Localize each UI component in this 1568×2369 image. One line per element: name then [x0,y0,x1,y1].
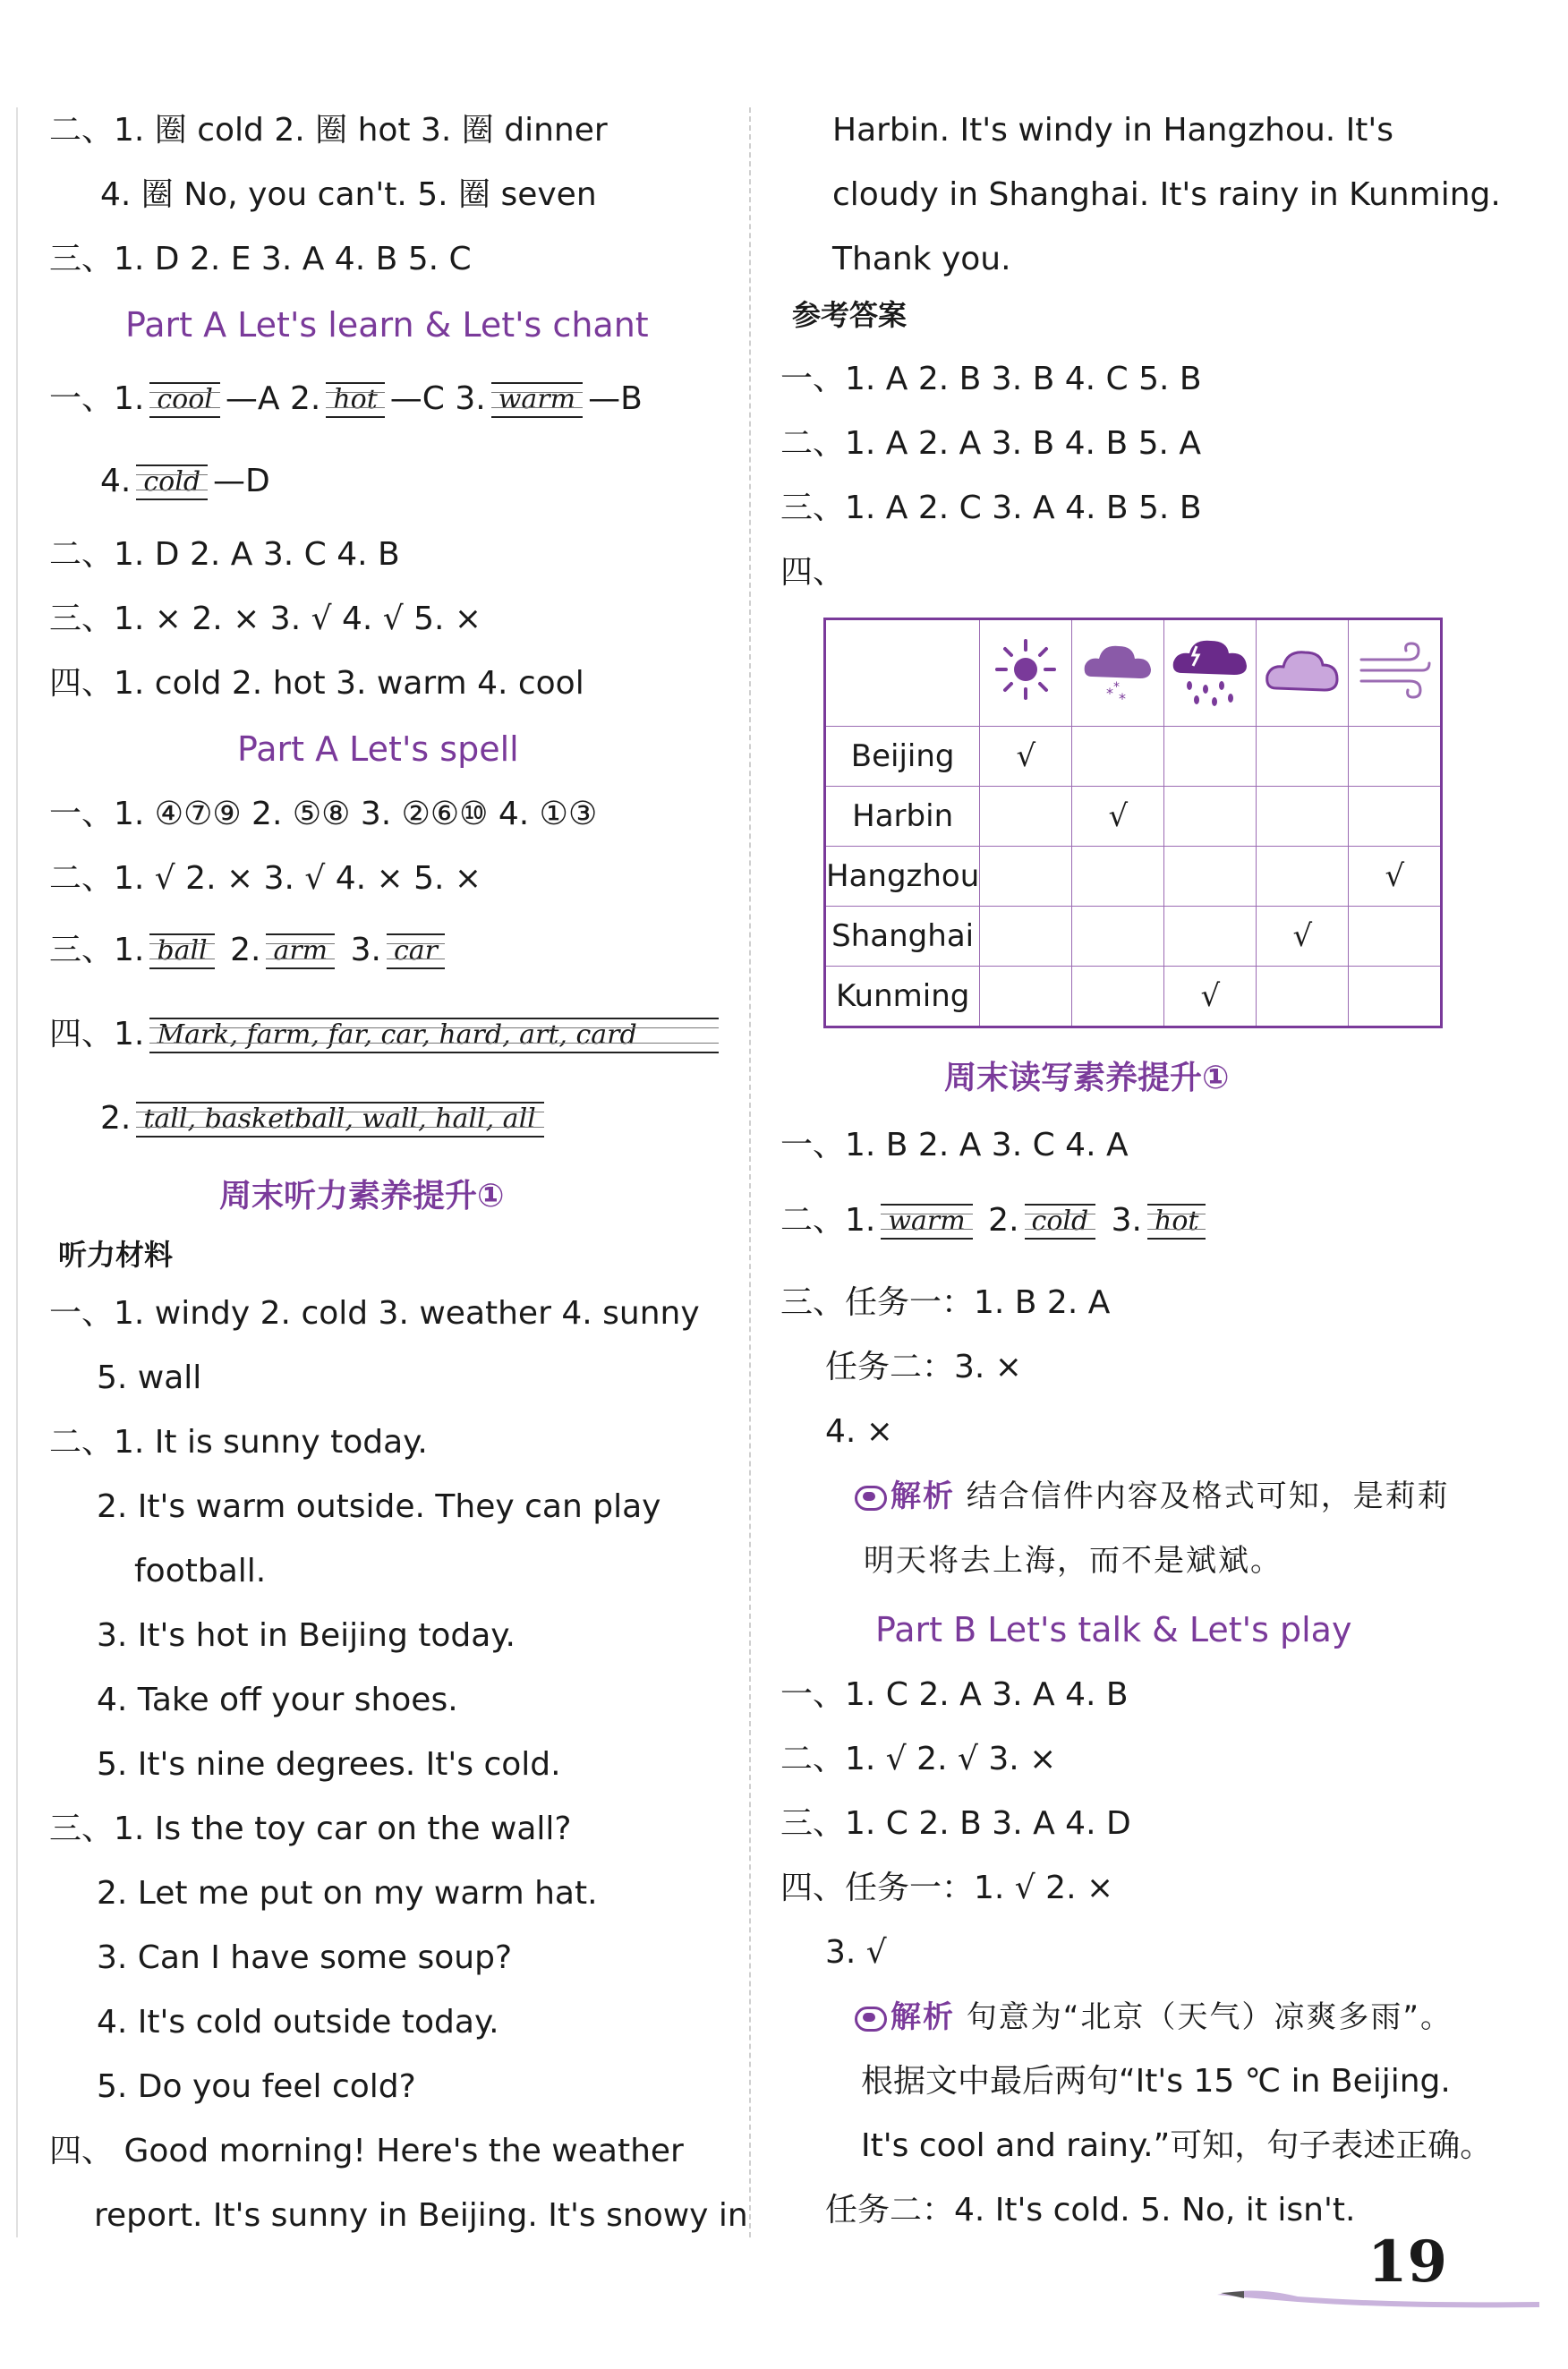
weather-cell [1164,787,1257,847]
svg-text:*: * [1113,679,1121,695]
table-row [825,727,1442,787]
analysis-label: 解析 [891,1999,955,2035]
label: 二、1. [780,1202,876,1239]
analysis-label: 解析 [891,1478,955,1514]
weather-cell [980,967,1072,1027]
svg-text:*: * [1106,684,1114,702]
answer-line: cloudy in Shanghai. It's rainy in Kunming. [832,176,1501,213]
answer-line: 任务二：3. × [825,1349,1022,1385]
city-cell: Harbin [825,787,980,847]
answer-line: 任务二：4. It's cold. 5. No, it isn't. [825,2192,1356,2228]
answer-line [780,1199,1211,1242]
answer-line: 三、1. Is the toy car on the wall? [49,1811,572,1847]
weather-cell [1072,907,1164,967]
handwritten-word: warm [881,1204,972,1240]
handwritten-sentence: tall, basketball, wall, hall, all [136,1102,544,1138]
answer-line: 三、1. D 2. E 3. A 4. B 5. C [49,241,472,277]
answer-line: 三、1. × 2. × 3. √ 4. √ 5. × [49,601,482,637]
weather-cell: √ [980,727,1072,787]
weather-cell [1349,727,1442,787]
subheading: 参考答案 [792,298,908,332]
answer-line: Harbin. It's windy in Hangzhou. It's [832,112,1394,149]
answer-line: 二、1. A 2. A 3. B 4. B 5. A [780,425,1202,462]
handwritten-word: cold [1025,1204,1096,1240]
city-cell: Hangzhou [825,847,980,907]
handwritten-sentence: Mark, farm, far, car, hard, art, card [149,1018,719,1053]
answer-line [49,378,643,421]
answer-line [49,929,450,972]
windy-icon [1349,619,1442,727]
table-row [825,787,1442,847]
label: —B [588,380,643,417]
city-cell: Shanghai [825,907,980,967]
handwritten-word: cool [149,382,220,418]
section-heading: Part A Let's learn & Let's chant [125,305,649,345]
answer-line: 二、1. 圈 cold 2. 圈 hot 3. 圈 dinner [49,112,608,149]
label: 4. [100,463,132,499]
answer-line: 三、1. A 2. C 3. A 4. B 5. B [780,490,1202,526]
analysis-line: 明天将去上海，而不是斌斌。 [864,1543,1283,1579]
label: 3. [1111,1202,1143,1239]
weather-table [823,618,1443,1028]
weather-cell [980,907,1072,967]
answer-line: 一、1. B 2. A 3. C 4. A [780,1127,1129,1163]
subheading: 听力材料 [58,1238,174,1272]
answer-line: 四、1. cold 2. hot 3. warm 4. cool [49,665,584,702]
answer-line [100,460,270,503]
answer-line: 四、 Good morning! Here's the weather [49,2133,684,2169]
section-heading: 周末听力素养提升① [219,1178,505,1214]
answer-line: 三、任务一：1. B 2. A [780,1284,1111,1321]
city-cell: Kunming [825,967,980,1027]
answer-line: 4. It's cold outside today. [97,2004,499,2041]
answer-line: 5. It's nine degrees. It's cold. [97,1746,561,1783]
answer-line: Thank you. [832,241,1011,277]
table-corner-cell [825,619,980,727]
weather-cell: √ [1349,847,1442,907]
label: 三、1. [49,932,145,968]
analysis-icon [855,1486,887,1511]
answer-line: 二、1. √ 2. √ 3. × [780,1741,1057,1777]
city-cell: Beijing [825,727,980,787]
label: —A 2. [225,380,321,417]
analysis-line [855,1475,1450,1518]
answer-line [100,1097,550,1140]
weather-cell [1349,967,1442,1027]
answer-line: 2. It's warm outside. They can play [97,1488,661,1525]
weather-cell [1072,847,1164,907]
weather-cell [1257,787,1349,847]
table-row [825,847,1442,907]
weather-cell [1164,847,1257,907]
svg-text:*: * [1119,689,1127,705]
weather-cell [1072,727,1164,787]
weather-cell [1072,967,1164,1027]
answer-line: 四、任务一：1. √ 2. × [780,1870,1114,1906]
analysis-text: 句意为“北京（天气）凉爽多雨”。 [955,1999,1453,2035]
cloudy-icon [1257,619,1349,727]
answer-line: 3. √ [825,1934,887,1971]
answer-line: 二、1. It is sunny today. [49,1424,428,1461]
weather-cell: √ [1072,787,1164,847]
analysis-line: It's cool and rainy.”可知，句子表述正确。 [861,2127,1493,2164]
page-number: 19 [1367,2228,1447,2296]
weather-cell: √ [1164,967,1257,1027]
answer-line: 4. × [825,1413,893,1450]
weather-cell [1257,967,1349,1027]
page-edge-line [16,107,18,2237]
column-divider [749,107,751,2237]
answer-line: report. It's sunny in Beijing. It's snowy in [94,2197,748,2234]
answer-line: 一、1. C 2. A 3. A 4. B [780,1676,1129,1713]
answer-line: football. [134,1553,267,1589]
section-heading: Part B Let's talk & Let's play [875,1610,1352,1649]
answer-line: 一、1. A 2. B 3. B 4. C 5. B [780,361,1202,397]
label: —D [213,463,270,499]
sunny-icon [980,619,1072,727]
weather-cell [1257,727,1349,787]
table-header-row [825,619,1442,727]
handwritten-word: car [387,933,445,969]
weather-cell [980,787,1072,847]
handwritten-word: warm [491,382,583,418]
weather-cell [1349,787,1442,847]
answer-line: 3. Can I have some soup? [97,1939,513,1976]
section-heading: 周末读写素养提升① [944,1060,1230,1096]
label: 3. [350,932,381,968]
answer-line: 一、1. ④⑦⑨ 2. ⑤⑧ 3. ②⑥⑩ 4. ①③ [49,796,598,832]
answer-line: 三、1. C 2. B 3. A 4. D [780,1805,1131,1842]
answer-line: 4. 圈 No, you can't. 5. 圈 seven [100,176,597,213]
answer-line: 四、 [780,554,846,591]
label: 2. [230,932,261,968]
analysis-line [855,1996,1453,2039]
handwritten-word: ball [149,933,214,969]
rainy-icon [1164,619,1257,727]
answer-line: 2. Let me put on my warm hat. [97,1875,598,1912]
weather-cell [1164,727,1257,787]
answer-line: 二、1. D 2. A 3. C 4. B [49,536,400,573]
handwritten-word: hot [326,382,384,418]
analysis-icon [855,2007,887,2032]
weather-cell [1349,907,1442,967]
answer-line: 5. wall [97,1359,202,1396]
weather-cell [980,847,1072,907]
answer-line: 一、1. windy 2. cold 3. weather 4. sunny [49,1295,700,1332]
answer-line [49,1013,724,1056]
label: 四、1. [49,1016,145,1052]
label: 2. [100,1100,132,1137]
section-heading: Part A Let's spell [237,729,519,769]
weather-cell [1257,847,1349,907]
weather-cell [1164,907,1257,967]
handwritten-word: hot [1147,1204,1206,1240]
answer-line: 3. It's hot in Beijing today. [97,1617,516,1654]
table-row [825,967,1442,1027]
analysis-text: 结合信件内容及格式可知，是莉莉 [955,1478,1450,1514]
handwritten-word: cold [136,464,208,500]
handwritten-word: arm [266,933,335,969]
answer-line: 4. Take off your shoes. [97,1682,458,1718]
table-row [825,907,1442,967]
answer-line: 5. Do you feel cold? [97,2068,416,2105]
answer-line: 二、1. √ 2. × 3. √ 4. × 5. × [49,860,482,897]
weather-cell: √ [1257,907,1349,967]
label: —C 3. [389,380,486,417]
snowy-icon [1072,619,1164,727]
label: 一、1. [49,380,145,417]
table-body [825,727,1442,1027]
label: 2. [988,1202,1019,1239]
analysis-line: 根据文中最后两句“It's 15 ℃ in Beijing. [861,2063,1451,2100]
